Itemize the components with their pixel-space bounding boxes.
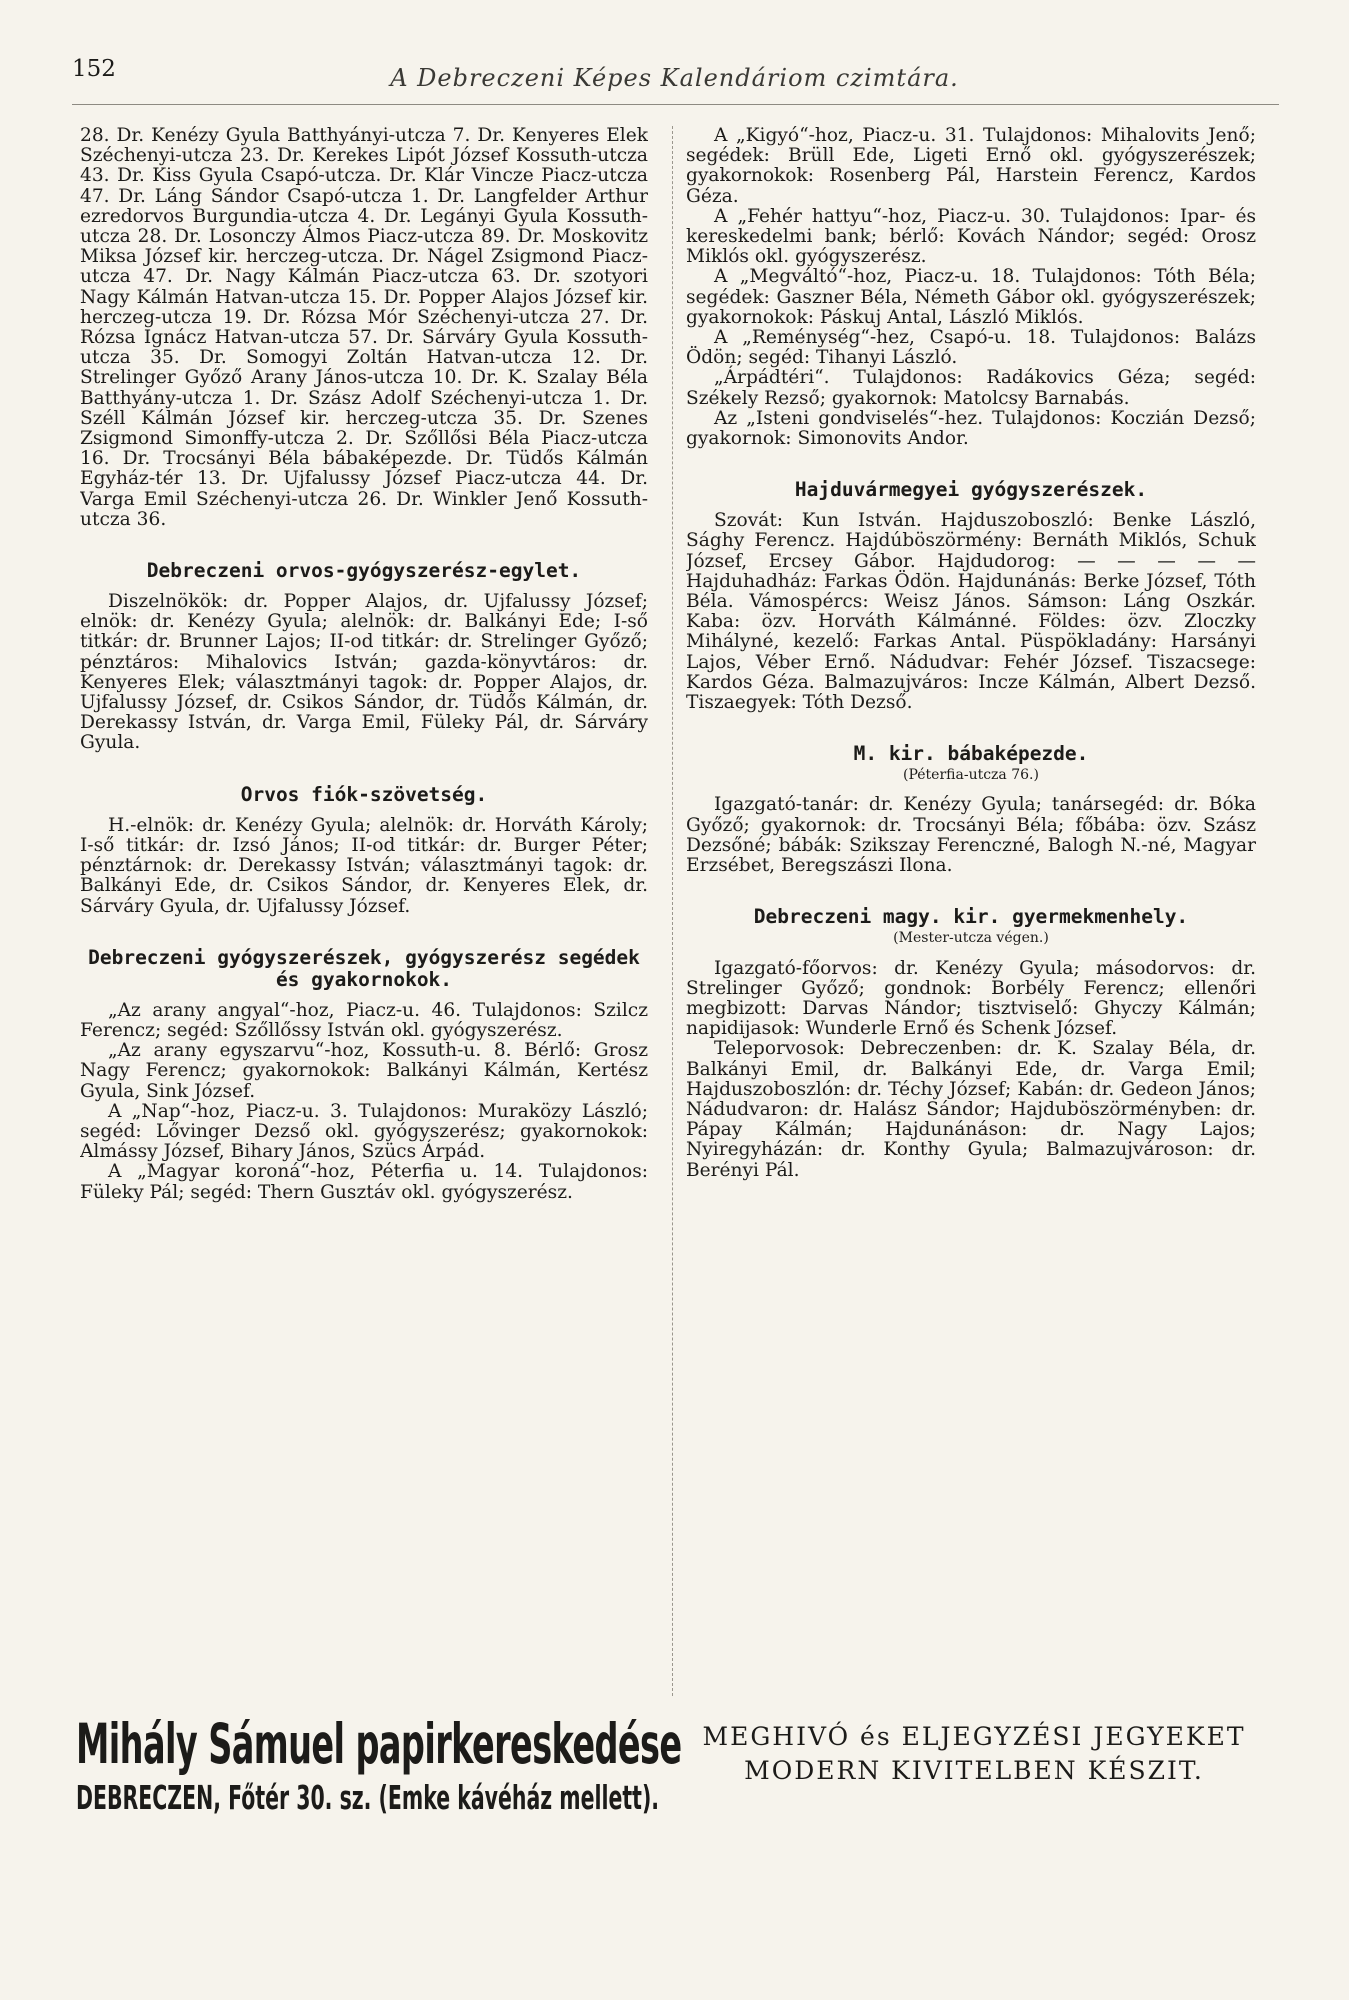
pharmacy-entry: „Árpádtéri“. Tulajdonos: Radákovics Géza; segéd: Székely Rezső; gyakornok: Matolcsy Barnabás. [686,367,1256,409]
section-address-gyermekmenhely: (Mester-utcza végen.) [893,930,1049,947]
pharmacy-entry: A „Megváltó“-hoz, Piacz-u. 18. Tulajdonos: Tóth Béla; segédek: Gaszner Béla, Németh Gábor okl. gyógyszerészek; gyakornokok: Páskuj Antal, László Miklós. [686,266,1256,328]
right-column [686,126,1256,1706]
page-number: 152 [72,56,116,82]
pharmacy-entry: A „Fehér hattyu“-hoz, Piacz-u. 30. Tulajdonos: Ipar- és kereskedelmi bank; bérlő: Kovách Nándor; segéd: Orosz Miklós okl. gyógyszerész. [686,205,1256,268]
pharmacy-entry: A „Magyar koroná“-hoz, Péterfia u. 14. Tulajdonos: Füleky Pál; segéd: Thern Gusztáv okl. gyógyszerész. [80,1161,648,1203]
pharmacy-entry: „Az arany egyszarvu“-hoz, Kossuth-u. 8. Bérlő: Grosz Nagy Ferencz; gyakornokok: Balkányi Kálmán, Kertész Gyula, Sink József. [80,1040,648,1102]
section-body-orvos-egylet: Diszelnökök: dr. Popper Alajos, dr. Ujfalussy József; elnök: dr. Kenézy Gyula; alelnök: dr. Balkányi Ede; I-ső titkár: dr. Brunner Lajos; II-od titkár: dr. Strelinger Győző; pénztáros: Mihalovics István; gazda-könyvtáros: dr. Kenyeres Elek; választmányi tagok: dr. Popper Alajos, dr. Ujfalussy József, dr. Csikos Sándor, dr. Tüdős Kálmán, dr. Derekassy István, dr. Varga Emil, Füleky Pál, dr. Sárváry Gyula. [80,591,648,754]
section-body-gyermekmenhely: Igazgató-főorvos: dr. Kenézy Gyula; másodorvos: dr. Strelinger Győző; gondnok: Borbély Ferencz; ellenőri megbizott: Darvas Nándor; tisztviselő: Ghyczy Kálmán; napidijasok: Wunderle Ernő és Schenk József. [686,957,1256,1040]
column-divider [672,126,673,1696]
pharmacy-entry: „Az arany angyal“-hoz, Piacz-u. 46. Tulajdonos: Szilcz Ferencz; segéd: Szőllőssy István okl. gyógyszerész. [80,999,648,1041]
left-column [80,126,648,1706]
advert-shop-address: DEBRECZEN, Főtér 30. sz. (Emke kávéház mellett). [76,1778,660,1817]
section-title-babakepezde: M. kir. bábaképezde. [853,742,1089,766]
running-title: A Debreczeni Képes Kalendáriom czimtára. [390,64,959,92]
physician-list: 28. Dr. Kenézy Gyula Batthyányi-utcza 7. Dr. Kenyeres Elek Széchenyi-utcza 23. Dr. Kerekes Lipót József Kossuth-utcza 43. Dr. Kiss Gyula Csapó-utcza. Dr. Klár Vincze Piacz-utcza 47. Dr. Láng Sándor Csapó-utcza 1. Dr. Langfelder Arthur ezredorvos Burgundia-utcza 4. Dr. Legányi Gyula Kossuth-utcza 28. Dr. Losonczy Álmos Piacz-utcza 89. Dr. Moskovitz Miksa József kir. herczeg-utcza. Dr. Nágel Zsigmond Piacz-utcza 47. Dr. Nagy Kálmán Piacz-utcza 63. Dr. szotyori Nagy Kálmán Hatvan-utcza 15. Dr. Popper Alajos József kir. herczeg-utcza 19. Dr. Rózsa Mór Széchenyi-utcza 27. Dr. Rózsa Ignácz Hatvan-utcza 57. Dr. Sárváry Gyula Kossuth-utcza 35. Dr. Somogyi Zoltán Hatvan-utcza 12. Dr. Strelinger Győző Arany János-utcza 10. Dr. K. Szalay Béla Batthyány-utcza 1. Dr. Szász Adolf Széchenyi-utcza 1. Dr. Széll Kálmán József kir. herczeg-utcza 35. Dr. Szenes Zsigmond Simonffy-utcza 2. Dr. Szőllősi Béla Piacz-utcza 16. Dr. Trocsányi Béla bábaképezde. Dr. Tüdős Kálmán Egyház-tér 13. Dr. Ujfalussy József Piacz-utcza 44. Dr. Varga Emil Széchenyi-utcza 26. Dr. Winkler Jenő Kossuth-utcza 36. [80,126,648,530]
section-title-orvos-egylet: Debreczeni orvos-gyógyszerész-egylet. [146,559,582,583]
pharmacy-entry: A „Kigyó“-hoz, Piacz-u. 31. Tulajdonos: Mihalovits Jenő; segédek: Brüll Ede, Ligeti Ernő okl. gyógyszerészek; gyakornokok: Rosenberg Pál, Harstein Ferencz, Kardos Géza. [686,126,1256,207]
section-address-babakepezde: (Péterfia-utcza 76.) [903,767,1039,784]
advert-offer: MEGHIVÓ és ELJEGYZÉSI JEGYEKET MODERN KIVITELBEN KÉSZIT. [702,1722,1246,1785]
pharmacy-entry: Az „Isteni gondviselés“-hez. Tulajdonos: Koczián Dezső; gyakornok: Simonovits Andor. [686,407,1256,450]
section-title-gyermekmenhely: Debreczeni magy. kir. gyermekmenhely. [753,905,1189,929]
advert-shop [76,1712,682,1818]
section-title-fiok-szovetseg: Orvos fiók-szövetség. [240,782,488,806]
pharmacy-entry: A „Nap“-hoz, Piacz-u. 3. Tulajdonos: Muraközy László; segéd: Lővinger Dezső okl. gyógyszerész; gyakornokok: Almássy József, Bihary János, Szücs Árpád. [80,1100,648,1163]
section-body-fiok-szovetseg: H.-elnök: dr. Kenézy Gyula; alelnök: dr. Horváth Károly; I-ső titkár: dr. Izsó János; II-od titkár: dr. Burger Péter; pénztárnok: dr. Derekassy István; választmányi tagok: dr. Balkányi Ede, dr. Csikos Sándor, dr. Kenyeres Elek, dr. Sárváry Gyula, dr. Ujfalussy József. [80,814,648,917]
section-body-teleporvosok: Teleporvosok: Debreczenben: dr. K. Szalay Béla, dr. Balkányi Emil, dr. Balkányi Ede, dr. Varga Emil; Hajduszoboszlón: dr. Téchy József; Kabán: dr. Gedeon János; Nádudvaron: dr. Halász Sándor; Hajduböszörményben: dr. Pápay Kálmán; Hajdunánáson: dr. Nagy Lajos; Nyiregyházán: dr. Konthy Gyula; Balmazujvároson: dr. Berényi Pál. [686,1038,1256,1181]
advert-shop-name: Mihály Sámuel papirkereskedése [76,1712,682,1776]
section-body-hajduvarmegye: Szovát: Kun István. Hajduszoboszló: Benke László, Sághy Ferencz. Hajdúböszörmény: Bernáth Miklós, Schuk József, Ercsey Gábor. Hajdudorog: — — — — — Hajduhadház: Farkas Ödön. Hajdunánás: Berke József, Tóth Béla. Vámospércs: Weisz János. Sámson: Láng Oszkár. Kaba: özv. Horváth Kálmánné. Földes: özv. Zloczky Mihályné, kezelő: Farkas Antal. Püspökladány: Harsányi Lajos, Véber Ernő. Nádudvar: Fehér József. Tiszacsege: Kardos Géza. Balmazujváros: Incze Kálmán, Albert Dezső. Tiszaegyek: Tóth Dezső. [686,510,1256,714]
header-rule [72,104,1279,105]
section-title-hajduvarmegye: Hajduvármegyei gyógyszerészek. [794,478,1148,502]
section-body-babakepezde: Igazgató-tanár: dr. Kenézy Gyula; tanársegéd: dr. Bóka Győző; gyakornok: dr. Trocsányi Béla; főbába: özv. Szász Dezsőné; bábák: Szikszay Ferenczné, Balogh N.-né, Magyar Erzsébet, Beregszászi Ilona. [686,794,1256,877]
section-title-gyogyszereszek: Debreczeni gyógyszerészek, gyógyszerész segédek és gyakornokok. [88,945,640,991]
pharmacy-entry: A „Reménység“-hez, Csapó-u. 18. Tulajdonos: Balázs Ödön; segéd: Tihanyi László. [686,327,1256,369]
